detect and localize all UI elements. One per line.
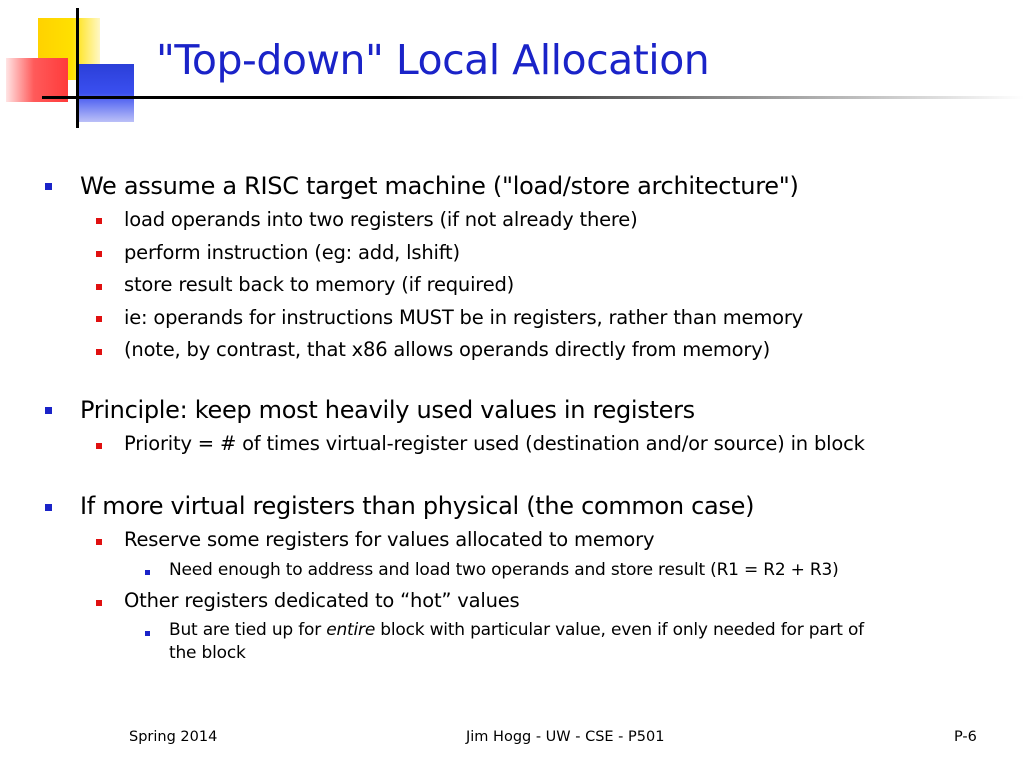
bullet-marker [45, 407, 52, 414]
bullet-marker [96, 600, 102, 606]
bullet-marker [145, 631, 150, 636]
bullet-l1: If more virtual registers than physical (the common case) [80, 492, 755, 520]
bullet-l2: Other registers dedicated to “hot” values [124, 589, 520, 612]
bullet-l2: load operands into two registers (if not already there) [124, 208, 638, 231]
bullet-marker [96, 539, 102, 545]
text-run: block with particular value, even if only needed for part of [375, 620, 864, 640]
bullet-marker [45, 504, 52, 511]
bullet-marker [96, 443, 102, 449]
bullet-l2: Reserve some registers for values allocated to memory [124, 528, 655, 551]
bullet-marker [45, 183, 52, 190]
bullet-l2: store result back to memory (if required) [124, 273, 515, 296]
bullet-l3 [169, 620, 864, 640]
bullet-marker [96, 284, 102, 290]
logo-vertical-line [76, 8, 79, 128]
text-run: But are tied up for [169, 620, 327, 640]
bullet-marker [96, 316, 102, 322]
bullet-marker [96, 349, 102, 355]
bullet-l2: perform instruction (eg: add, lshift) [124, 241, 460, 264]
bullet-marker [145, 570, 150, 575]
title-rule [42, 96, 1024, 99]
bullet-marker [96, 218, 102, 224]
footer-author: Jim Hogg - UW - CSE - P501 [466, 729, 665, 745]
footer-date: Spring 2014 [129, 729, 218, 745]
bullet-l2: (note, by contrast, that x86 allows operands directly from memory) [124, 338, 770, 361]
slide-title: "Top-down" Local Allocation [156, 36, 710, 84]
bullet-l2: Priority = # of times virtual-register used (destination and/or source) in block [124, 432, 865, 455]
slide-logo [0, 0, 140, 130]
bullet-l1: Principle: keep most heavily used values in registers [80, 396, 695, 424]
bullet-marker [96, 251, 102, 257]
bullet-l3-continuation: the block [169, 643, 246, 663]
bullet-l1: We assume a RISC target machine ("load/store architecture") [80, 172, 799, 200]
logo-blue-square [78, 64, 134, 122]
bullet-l2: ie: operands for instructions MUST be in registers, rather than memory [124, 306, 804, 329]
footer-page-number: P-6 [954, 729, 977, 745]
emphasis-text: entire [326, 620, 376, 640]
bullet-l3: Need enough to address and load two operands and store result (R1 = R2 + R3) [169, 560, 839, 580]
